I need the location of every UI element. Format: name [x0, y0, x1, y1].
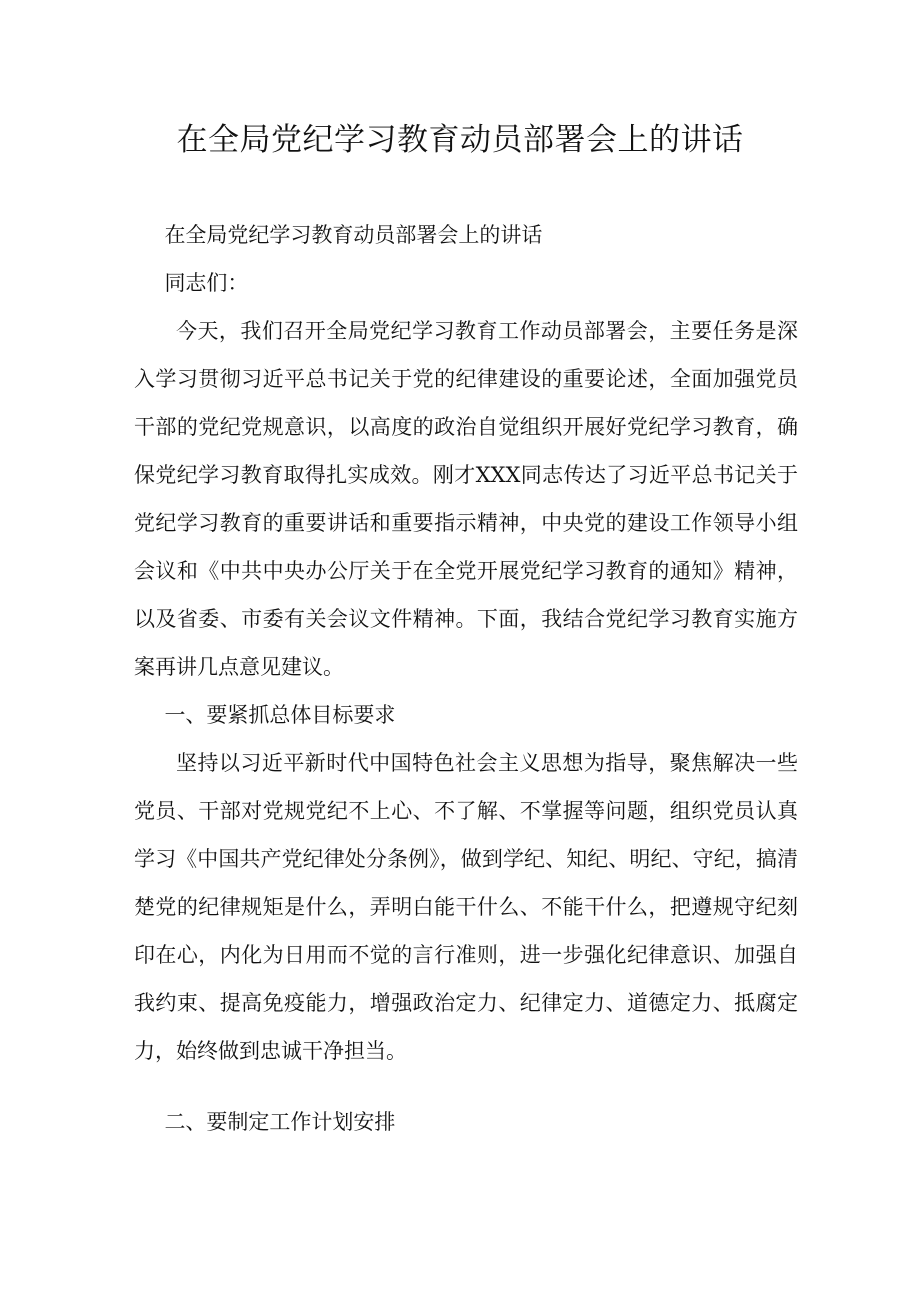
document-title: 在全局党纪学习教育动员部署会上的讲话	[176, 122, 744, 158]
section-gap	[134, 1075, 798, 1098]
document-subtitle: 在全局党纪学习教育动员部署会上的讲话	[164, 223, 543, 247]
intro-paragraph: 今天，我们召开全局党纪学习教育工作动员部署会，主要任务是深入学习贯彻习近平总书记关于党的纪律建设的重要论述，全面加强党员干部的党纪党规意识，以高度的政治自觉组织开展好党纪学习教育，确保党纪学习教育取得扎实成效。刚才XXX同志传达了习近平总书记关于党纪学习教育的重要讲话和重要指示精神，中央党的建设工作领导小组会议和《中共中央办公厅关于在全党开展党纪学习教育的通知》精神，以及省委、市委有关会议文件精神。下面，我结合党纪学习教育实施方案再讲几点意见建议。	[134, 319, 798, 679]
document-body	[134, 211, 798, 1146]
section-heading-1: 一、要紧抓总体目标要求	[164, 703, 396, 727]
salutation: 同志们：	[164, 271, 249, 295]
section-paragraph-1: 坚持以习近平新时代中国特色社会主义思想为指导，聚焦解决一些党员、干部对党规党纪不上心、不了解、不掌握等问题，组织党员认真学习《中国共产党纪律处分条例》，做到学纪、知纪、明纪、守纪，搞清楚党的纪律规矩是什么，弄明白能干什么、不能干什么，把遵规守纪刻印在心，内化为日用而不觉的言行准则，进一步强化纪律意识、加强自我约束、提高免疫能力，增强政治定力、纪律定力、道德定力、抵腐定力，始终做到忠诚干净担当。	[134, 751, 798, 1063]
section-heading-2: 二、要制定工作计划安排	[164, 1110, 396, 1134]
